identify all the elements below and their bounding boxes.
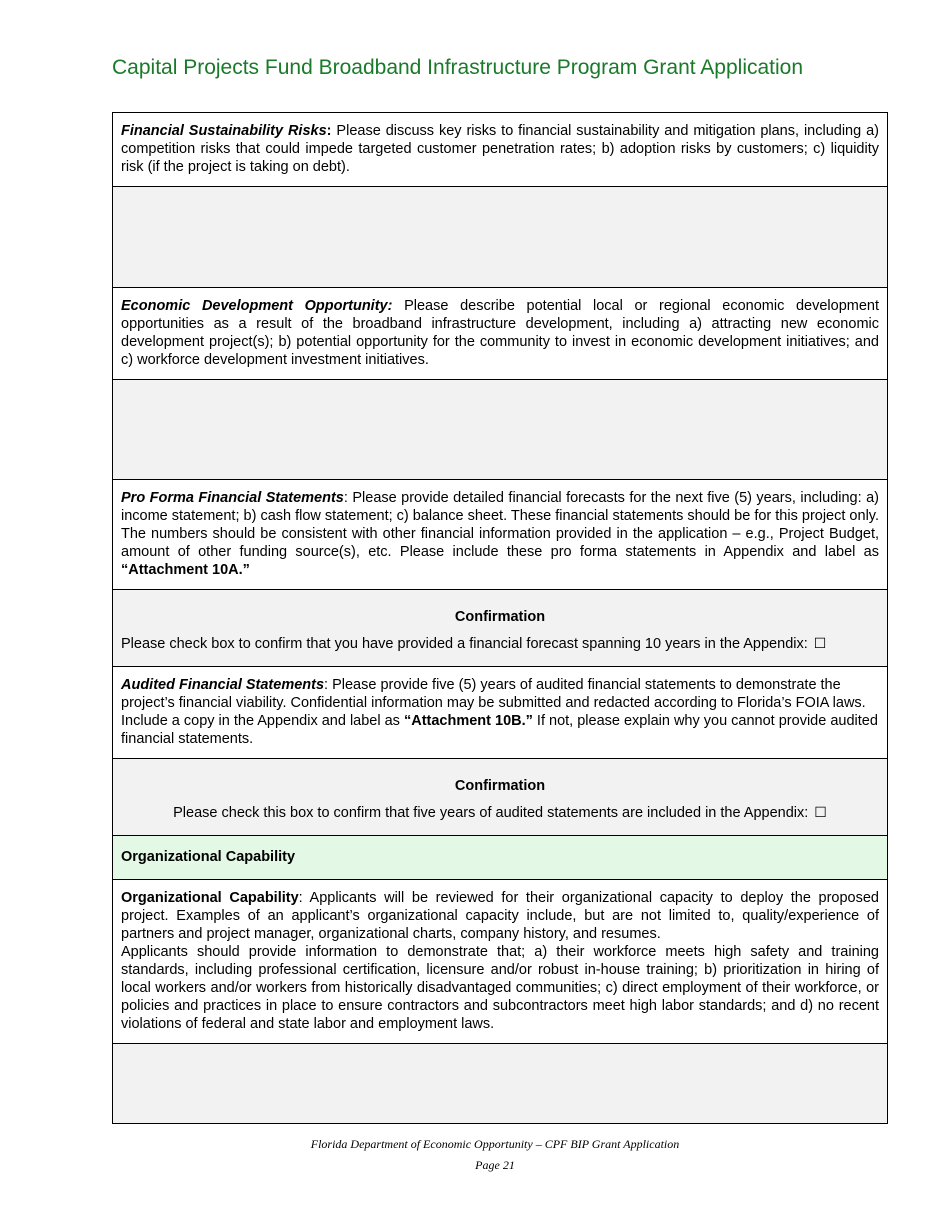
org-capability-prompt-row — [113, 880, 888, 1044]
application-form-table — [112, 112, 888, 1124]
financial-risks-prompt-row — [113, 113, 888, 187]
audited-confirm-checkbox[interactable]: ☐ — [814, 804, 827, 820]
audited-prompt — [113, 667, 888, 759]
page-title: Capital Projects Fund Broadband Infrastructure Program Grant Application — [112, 56, 804, 79]
org-capability-prompt — [113, 880, 888, 1044]
pro-forma-label: Pro Forma Financial Statements — [121, 490, 344, 506]
footer-page-number: Page 21 — [475, 1158, 515, 1172]
financial-risks-label: Financial Sustainability Risks — [121, 123, 327, 139]
pro-forma-prompt-row — [113, 480, 888, 590]
economic-development-text: Please describe potential local or regional economic development opportunities as a result of the broadband infrastructure development, including a) attracting new economic development project(s); b) potential opportunity for the community to invest in economic development initiatives; and c) workforce development investment initiatives. — [121, 298, 879, 368]
financial-risks-colon: : — [326, 123, 332, 139]
confirmation-1-line — [121, 634, 879, 653]
financial-risks-text: Please discuss key risks to financial sustainability and mitigation plans, including a) competition risks that could impede targeted customer penetration rates; b) adoption risks by customers; c) liquidity risk (if the project is taking on debt). — [121, 123, 879, 175]
confirmation-1-title: Confirmation — [454, 609, 546, 625]
forecast-confirm-checkbox[interactable]: ☐ — [813, 635, 827, 651]
org-capability-response-field[interactable] — [113, 1044, 888, 1124]
org-capability-paragraph-1 — [121, 889, 879, 943]
economic-development-response-field[interactable] — [113, 380, 888, 480]
audited-text: : Please provide five (5) years of audited financial statements to demonstrate the project’s financial viability. Confidential information may be submitted and redacted according to Florida’s FOIA laws. Include a copy in the Appendix and label as — [121, 677, 866, 729]
org-capability-label: Organizational Capability — [121, 890, 299, 906]
economic-development-prompt-row — [113, 288, 888, 380]
confirmation-2-row — [113, 759, 888, 836]
audited-prompt-row — [113, 667, 888, 759]
pro-forma-attachment: “Attachment 10A.” — [121, 562, 250, 578]
financial-risks-prompt — [113, 113, 888, 187]
confirmation-2-cell — [113, 759, 888, 836]
confirmation-2-line — [121, 803, 879, 822]
pro-forma-text: : Please provide detailed financial forecasts for the next five (5) years, including: a) income statement; b) cash flow statement; c) balance sheet. These financial statements should be for this project only. The numbers should be consistent with other financial information provided in the application – e.g., Project Budget, amount of other funding source(s), etc. Please include these pro forma statements in Appendix and label as — [121, 490, 879, 560]
org-capability-response-row — [113, 1044, 888, 1124]
org-capability-paragraph-2: Applicants should provide information to demonstrate that; a) their workforce meets high safety and training standards, including professional certification, licensure and/or robust in-house training; b) prioritization in hiring of local workers and/or workers from historically disadvantaged communities; c) direct employment of their workforce, or policies and practices in place to ensure contractors and subcontractors meet high labor standards; and d) no recent violations of federal and state labor and employment laws. — [121, 944, 879, 1032]
economic-development-response-row — [113, 380, 888, 480]
audited-text-after: If not, please explain why you cannot provide audited financial statements. — [121, 713, 878, 747]
audited-attachment: “Attachment 10B.” — [403, 713, 533, 729]
org-section-header-row — [113, 836, 888, 880]
confirmation-1-text: Please check box to confirm that you have provided a financial forecast spanning 10 years in the Appendix: — [121, 636, 808, 652]
economic-development-prompt — [113, 288, 888, 380]
confirmation-2-text: Please check this box to confirm that five years of audited statements are included in the Appendix: — [173, 805, 809, 821]
pro-forma-prompt — [113, 480, 888, 590]
economic-development-label: Economic Development Opportunity: — [121, 298, 393, 314]
confirmation-2-title: Confirmation — [454, 778, 546, 794]
confirmation-1-cell — [113, 590, 888, 667]
org-section-header: Organizational Capability — [113, 836, 888, 880]
footer-department: Florida Department of Economic Opportunity – CPF BIP Grant Application — [310, 1137, 680, 1151]
confirmation-1-row — [113, 590, 888, 667]
financial-risks-response-row — [113, 187, 888, 288]
org-capability-text: : Applicants will be reviewed for their organizational capacity to deploy the proposed project. Examples of an applicant’s organizational capacity include, but are not limited to, quality/experience of partners and project manager, organizational charts, company history, and resumes. — [121, 890, 879, 942]
financial-risks-response-field[interactable] — [113, 187, 888, 288]
audited-label: Audited Financial Statements — [121, 677, 325, 693]
